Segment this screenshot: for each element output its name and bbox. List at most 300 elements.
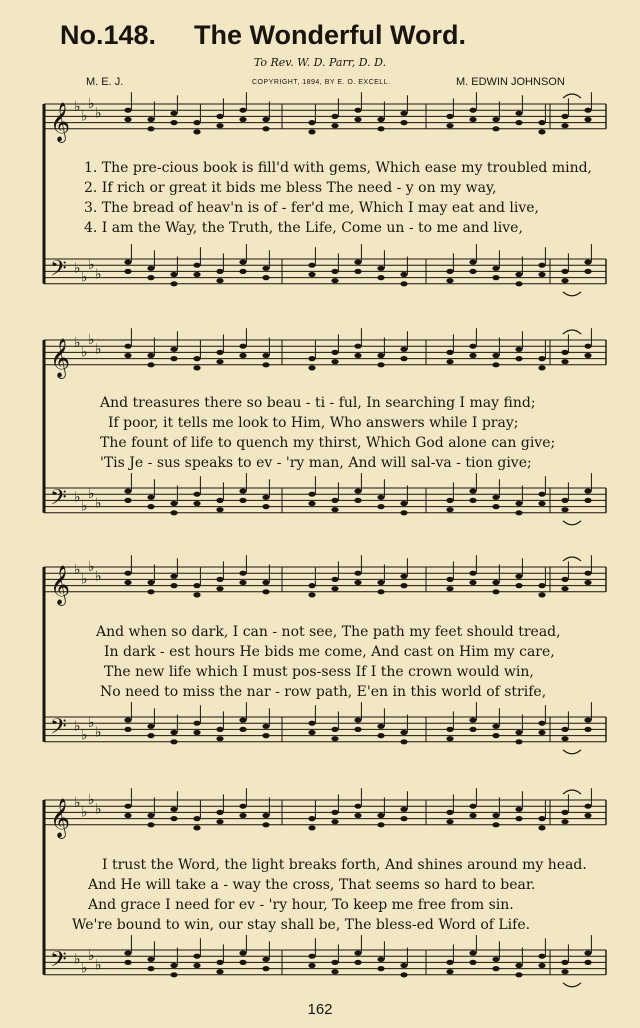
note-head xyxy=(331,969,338,974)
lyric-line: I trust the Word, the light breaks forth, And shines around my head. xyxy=(102,857,587,873)
note-head xyxy=(538,721,545,726)
note-head xyxy=(561,507,568,512)
note-head xyxy=(147,966,154,971)
flat-sign-icon: ♭ xyxy=(95,957,102,974)
treble-clef-icon: 𝄞 xyxy=(50,337,71,378)
note-head xyxy=(400,281,407,286)
note-head xyxy=(216,359,223,364)
bass-clef-icon: 𝄢 xyxy=(50,485,67,516)
note-head xyxy=(561,736,568,741)
note-head xyxy=(515,347,522,352)
note-head xyxy=(469,718,476,723)
note-head xyxy=(538,501,545,506)
note-head xyxy=(538,816,545,821)
treble-clef-icon: 𝄞 xyxy=(50,797,71,838)
note-head xyxy=(354,498,361,503)
note-head xyxy=(216,960,223,965)
note-head xyxy=(308,129,315,134)
note-head xyxy=(262,117,269,122)
lyric-line: If poor, it tells me look to Him, Who answers while I pray; xyxy=(108,415,519,431)
note-head xyxy=(377,266,384,271)
note-head xyxy=(308,825,315,830)
note-head xyxy=(492,362,499,367)
note-head xyxy=(262,957,269,962)
note-head xyxy=(561,727,568,732)
note-head xyxy=(308,721,315,726)
flat-sign-icon: ♭ xyxy=(74,489,81,506)
note-head xyxy=(239,813,246,818)
hymn-number: No.148. xyxy=(60,20,157,50)
note-head xyxy=(124,117,131,122)
note-head xyxy=(400,510,407,515)
note-head xyxy=(308,272,315,277)
note-head xyxy=(193,963,200,968)
note-head xyxy=(354,269,361,274)
note-head xyxy=(584,718,591,723)
note-head xyxy=(492,504,499,509)
note-head xyxy=(446,819,453,824)
note-head xyxy=(124,571,131,576)
flat-sign-icon: ♭ xyxy=(81,804,88,821)
note-head xyxy=(193,356,200,361)
note-head xyxy=(538,356,545,361)
note-head xyxy=(124,727,131,732)
note-head xyxy=(469,960,476,965)
note-head xyxy=(193,825,200,830)
note-head xyxy=(147,495,154,500)
note-head xyxy=(561,114,568,119)
note-head xyxy=(515,356,522,361)
note-head xyxy=(515,281,522,286)
note-head xyxy=(469,117,476,122)
note-head xyxy=(193,954,200,959)
treble-clef-icon: 𝄞 xyxy=(50,101,71,142)
flat-sign-icon: ♭ xyxy=(81,571,88,588)
fermata-icon xyxy=(563,521,581,525)
note-head xyxy=(561,278,568,283)
note-head xyxy=(469,260,476,265)
flat-sign-icon: ♭ xyxy=(81,108,88,125)
note-head xyxy=(170,120,177,125)
flat-sign-icon: ♭ xyxy=(88,559,95,575)
note-head xyxy=(262,362,269,367)
note-head xyxy=(354,117,361,122)
flat-sign-icon: ♭ xyxy=(81,269,88,286)
flat-sign-icon: ♭ xyxy=(88,715,95,732)
note-head xyxy=(377,724,384,729)
note-head xyxy=(400,501,407,506)
note-head xyxy=(354,951,361,956)
note-head xyxy=(584,813,591,818)
note-head xyxy=(377,966,384,971)
note-head xyxy=(331,114,338,119)
note-head xyxy=(492,822,499,827)
flat-sign-icon: ♭ xyxy=(74,260,81,277)
note-head xyxy=(262,822,269,827)
note-head xyxy=(446,350,453,355)
note-head xyxy=(331,278,338,283)
note-head xyxy=(308,592,315,597)
note-head xyxy=(308,963,315,968)
note-head xyxy=(239,269,246,274)
note-head xyxy=(538,825,545,830)
note-head xyxy=(377,117,384,122)
note-head xyxy=(446,278,453,283)
note-head xyxy=(262,966,269,971)
note-head xyxy=(262,126,269,131)
note-head xyxy=(193,592,200,597)
note-head xyxy=(308,365,315,370)
bass-clef-icon: 𝄢 xyxy=(50,256,67,287)
note-head xyxy=(469,353,476,358)
note-head xyxy=(308,954,315,959)
note-head xyxy=(147,353,154,358)
note-head xyxy=(584,498,591,503)
note-head xyxy=(515,111,522,116)
note-head xyxy=(561,498,568,503)
note-head xyxy=(561,969,568,974)
note-head xyxy=(538,592,545,597)
note-head xyxy=(446,586,453,591)
note-head xyxy=(377,580,384,585)
note-head xyxy=(216,114,223,119)
note-head xyxy=(584,571,591,576)
note-head xyxy=(538,272,545,277)
note-head xyxy=(124,718,131,723)
note-head xyxy=(538,583,545,588)
note-head xyxy=(239,498,246,503)
note-head xyxy=(377,275,384,280)
note-head xyxy=(400,120,407,125)
note-head xyxy=(584,353,591,358)
note-head xyxy=(400,816,407,821)
note-head xyxy=(469,498,476,503)
note-head xyxy=(216,586,223,591)
note-head xyxy=(561,819,568,824)
note-head xyxy=(446,359,453,364)
note-head xyxy=(239,108,246,113)
note-head xyxy=(492,957,499,962)
flat-sign-icon: ♭ xyxy=(81,344,88,361)
note-head xyxy=(400,807,407,812)
note-head xyxy=(124,804,131,809)
note-head xyxy=(193,501,200,506)
flat-sign-icon: ♭ xyxy=(95,495,102,512)
flat-sign-icon: ♭ xyxy=(74,795,81,812)
note-head xyxy=(469,571,476,576)
note-head xyxy=(124,260,131,265)
note-head xyxy=(308,263,315,268)
flat-sign-icon: ♭ xyxy=(74,562,81,579)
note-head xyxy=(308,583,315,588)
flat-sign-icon: ♭ xyxy=(88,257,95,274)
lyric-line: In dark - est hours He bids me come, And cast on Him my care, xyxy=(104,644,555,660)
note-head xyxy=(469,344,476,349)
note-head xyxy=(515,510,522,515)
note-head xyxy=(308,492,315,497)
note-head xyxy=(377,957,384,962)
note-head xyxy=(492,275,499,280)
note-head xyxy=(239,580,246,585)
flat-sign-icon: ♭ xyxy=(81,727,88,744)
copyright-notice: COPYRIGHT, 1894, BY E. O. EXCELL. xyxy=(252,79,391,86)
note-head xyxy=(584,804,591,809)
treble-clef-icon: 𝄞 xyxy=(50,564,71,605)
note-head xyxy=(216,507,223,512)
note-head xyxy=(561,269,568,274)
note-head xyxy=(147,589,154,594)
note-head xyxy=(239,718,246,723)
note-head xyxy=(262,353,269,358)
flat-sign-icon: ♭ xyxy=(95,568,102,585)
lyric-line: No need to miss the nar - row path, E'en in this world of strife, xyxy=(100,684,547,700)
note-head xyxy=(561,960,568,965)
note-head xyxy=(147,126,154,131)
note-head xyxy=(515,972,522,977)
note-head xyxy=(584,260,591,265)
note-head xyxy=(377,353,384,358)
note-head xyxy=(216,736,223,741)
note-head xyxy=(262,275,269,280)
note-head xyxy=(331,359,338,364)
note-head xyxy=(515,730,522,735)
lyric-line: And grace I need for ev - 'ry hour, To keep me free from sin. xyxy=(88,897,514,913)
note-head xyxy=(584,951,591,956)
note-head xyxy=(446,269,453,274)
lyric-line: The new life which I must pos-sess If I the crown would win, xyxy=(104,664,534,680)
lyric-line: 'Tis Je - sus speaks to ev - 'ry man, And will sal-va - tion give; xyxy=(100,455,532,471)
note-head xyxy=(170,272,177,277)
note-head xyxy=(124,269,131,274)
fermata-icon xyxy=(563,330,581,334)
note-head xyxy=(400,972,407,977)
note-head xyxy=(216,727,223,732)
note-head xyxy=(469,727,476,732)
note-head xyxy=(492,733,499,738)
lyric-line: 3. The bread of heav'n is of - fer'd me, Which I may eat and live, xyxy=(84,200,539,216)
note-head xyxy=(193,492,200,497)
flat-sign-icon: ♭ xyxy=(88,486,95,503)
note-head xyxy=(492,966,499,971)
note-head xyxy=(331,507,338,512)
note-head xyxy=(193,365,200,370)
lyric-line: And when so dark, I can - not see, The path my feet should tread, xyxy=(96,624,561,640)
note-head xyxy=(515,807,522,812)
note-head xyxy=(492,724,499,729)
note-head xyxy=(584,108,591,113)
note-head xyxy=(308,501,315,506)
note-head xyxy=(170,730,177,735)
note-head xyxy=(170,739,177,744)
note-head xyxy=(469,108,476,113)
note-head xyxy=(354,718,361,723)
note-head xyxy=(538,129,545,134)
note-head xyxy=(469,580,476,585)
note-head xyxy=(561,586,568,591)
note-head xyxy=(446,577,453,582)
note-head xyxy=(239,951,246,956)
note-head xyxy=(446,123,453,128)
note-head xyxy=(331,736,338,741)
note-head xyxy=(584,489,591,494)
fermata-icon xyxy=(563,750,581,754)
note-head xyxy=(193,120,200,125)
page-number: 162 xyxy=(307,1001,333,1018)
note-head xyxy=(170,963,177,968)
note-head xyxy=(170,816,177,821)
note-head xyxy=(492,589,499,594)
note-head xyxy=(561,810,568,815)
note-head xyxy=(308,730,315,735)
note-head xyxy=(170,501,177,506)
note-head xyxy=(561,350,568,355)
note-head xyxy=(308,120,315,125)
fermata-icon xyxy=(563,983,581,987)
note-head xyxy=(400,356,407,361)
note-head xyxy=(515,816,522,821)
note-head xyxy=(492,117,499,122)
note-head xyxy=(377,813,384,818)
note-head xyxy=(446,507,453,512)
note-head xyxy=(147,822,154,827)
note-head xyxy=(584,960,591,965)
note-head xyxy=(469,813,476,818)
note-head xyxy=(469,951,476,956)
note-head xyxy=(331,350,338,355)
note-head xyxy=(308,356,315,361)
note-head xyxy=(377,126,384,131)
note-head xyxy=(124,353,131,358)
note-head xyxy=(262,266,269,271)
note-head xyxy=(538,120,545,125)
note-head xyxy=(262,495,269,500)
note-head xyxy=(216,577,223,582)
fermata-icon xyxy=(563,292,581,296)
note-head xyxy=(124,108,131,113)
flat-sign-icon: ♭ xyxy=(95,801,102,818)
note-head xyxy=(170,807,177,812)
note-head xyxy=(400,347,407,352)
note-head xyxy=(216,810,223,815)
note-head xyxy=(124,344,131,349)
note-head xyxy=(515,120,522,125)
note-head xyxy=(377,504,384,509)
flat-sign-icon: ♭ xyxy=(74,718,81,735)
flat-sign-icon: ♭ xyxy=(74,335,81,352)
note-head xyxy=(239,960,246,965)
note-head xyxy=(446,727,453,732)
note-head xyxy=(561,123,568,128)
note-head xyxy=(147,266,154,271)
note-head xyxy=(584,580,591,585)
note-head xyxy=(147,362,154,367)
note-head xyxy=(331,819,338,824)
note-head xyxy=(515,583,522,588)
composer: M. EDWIN JOHNSON xyxy=(456,76,565,88)
note-head xyxy=(216,269,223,274)
note-head xyxy=(147,504,154,509)
note-head xyxy=(446,960,453,965)
flat-sign-icon: ♭ xyxy=(81,498,88,515)
note-head xyxy=(170,510,177,515)
note-head xyxy=(354,571,361,576)
flat-sign-icon: ♭ xyxy=(95,105,102,122)
note-head xyxy=(400,583,407,588)
note-head xyxy=(331,727,338,732)
note-head xyxy=(216,278,223,283)
note-head xyxy=(446,114,453,119)
note-head xyxy=(193,272,200,277)
note-head xyxy=(216,498,223,503)
note-head xyxy=(239,489,246,494)
note-head xyxy=(170,281,177,286)
note-head xyxy=(170,972,177,977)
note-head xyxy=(377,733,384,738)
note-head xyxy=(469,804,476,809)
flat-sign-icon: ♭ xyxy=(74,99,81,116)
hymn-title: The Wonderful Word. xyxy=(194,20,466,50)
note-head xyxy=(492,266,499,271)
note-head xyxy=(124,498,131,503)
note-head xyxy=(354,960,361,965)
note-head xyxy=(262,589,269,594)
fermata-icon xyxy=(563,557,581,561)
fermata-icon xyxy=(563,790,581,794)
note-head xyxy=(354,344,361,349)
note-head xyxy=(538,730,545,735)
note-head xyxy=(147,117,154,122)
note-head xyxy=(124,580,131,585)
note-head xyxy=(193,583,200,588)
note-head xyxy=(538,954,545,959)
note-head xyxy=(400,730,407,735)
note-head xyxy=(239,727,246,732)
note-head xyxy=(124,960,131,965)
note-head xyxy=(354,108,361,113)
note-head xyxy=(446,498,453,503)
note-head xyxy=(515,963,522,968)
note-head xyxy=(584,727,591,732)
flat-sign-icon: ♭ xyxy=(74,951,81,968)
bass-clef-icon: 𝄢 xyxy=(50,714,67,745)
note-head xyxy=(262,813,269,818)
note-head xyxy=(377,362,384,367)
note-head xyxy=(193,816,200,821)
note-head xyxy=(400,111,407,116)
note-head xyxy=(193,263,200,268)
note-head xyxy=(469,269,476,274)
note-head xyxy=(538,963,545,968)
note-head xyxy=(124,813,131,818)
note-head xyxy=(400,272,407,277)
note-head xyxy=(331,498,338,503)
note-head xyxy=(216,969,223,974)
fermata-icon xyxy=(563,94,581,98)
note-head xyxy=(400,963,407,968)
note-head xyxy=(147,724,154,729)
note-head xyxy=(446,810,453,815)
bass-clef-icon: 𝄢 xyxy=(50,947,67,978)
note-head xyxy=(147,275,154,280)
note-head xyxy=(492,813,499,818)
lyric-line: 2. If rich or great it bids me bless The need - y on my way, xyxy=(84,180,497,196)
note-head xyxy=(331,810,338,815)
note-head xyxy=(147,813,154,818)
note-head xyxy=(331,577,338,582)
dedication: To Rev. W. D. Parr, D. D. xyxy=(253,56,387,69)
note-head xyxy=(377,495,384,500)
note-head xyxy=(193,129,200,134)
